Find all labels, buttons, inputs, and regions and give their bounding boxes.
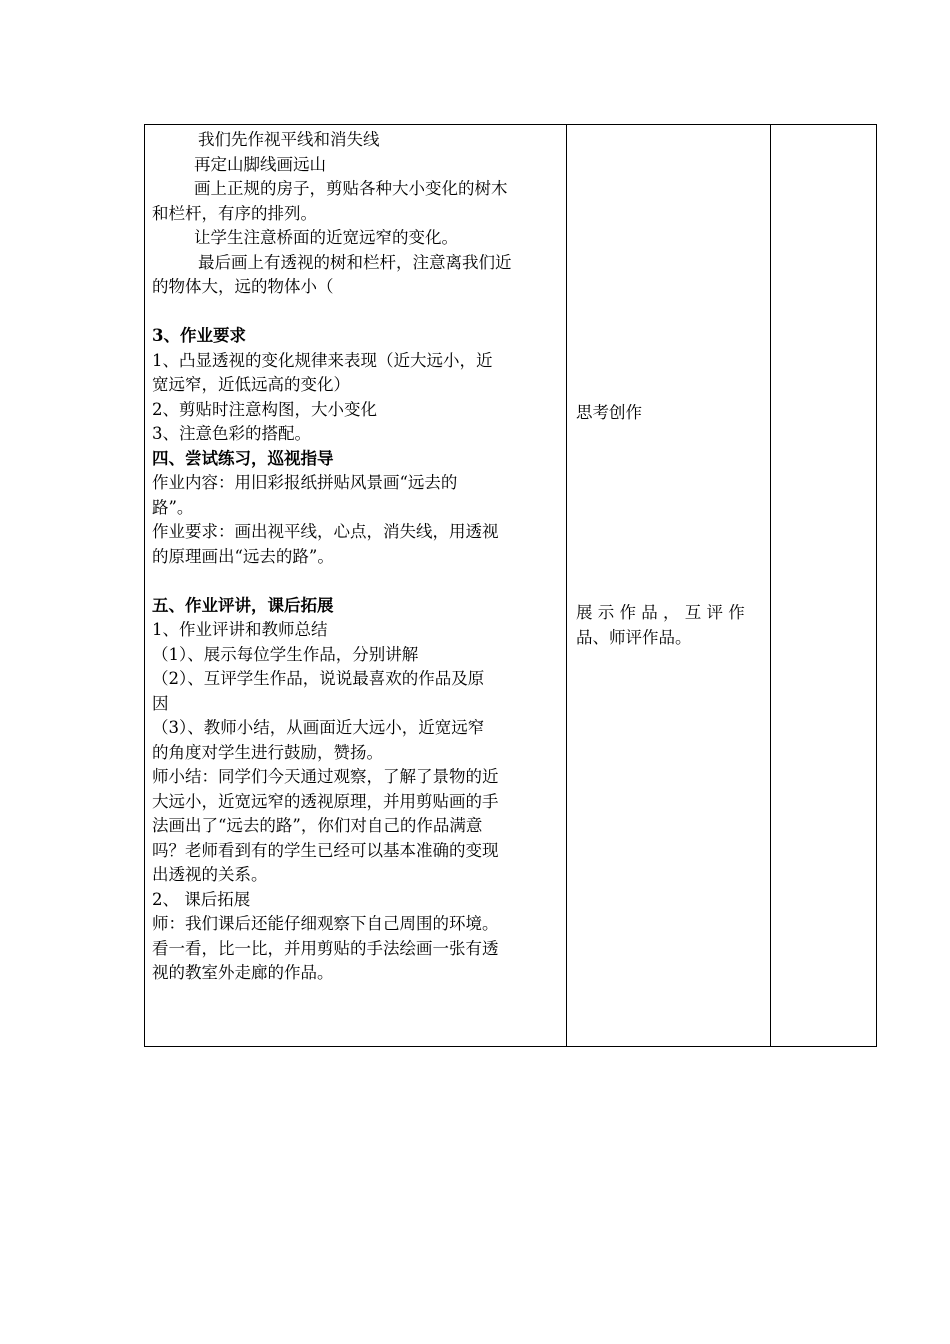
step-line: 画上正规的房子，剪贴各种大小变化的树木 [194, 179, 508, 198]
review-line: 大远小，近宽远窄的透视原理，并用剪贴画的手 [152, 791, 499, 811]
review-line: 1、作业评讲和教师总结 [152, 620, 328, 639]
requirement-line: 2、剪贴时注意构图，大小变化 [152, 399, 377, 419]
review-line: 看一看，比一比，并用剪贴的手法绘画一张有透 [152, 938, 499, 958]
section-heading: 3、作业要求 [152, 326, 246, 345]
practice-line: 的原理画出“远去的路”。 [152, 546, 334, 566]
step-line: 和栏杆，有序的排列。 [152, 203, 317, 223]
review-line: （3）、教师小结，从画面近大远小，近宽远窄 [152, 718, 485, 737]
practice-line: 路”。 [152, 497, 194, 517]
student-activity-show: 展 示 作 品 ， 互 评 作 [576, 603, 745, 622]
lesson-table [144, 124, 877, 1047]
column-divider [566, 125, 567, 1046]
student-activity-think: 思考创作 [576, 403, 642, 422]
step-line: 最后画上有透视的树和栏杆，注意离我们近 [198, 252, 512, 272]
requirement-line: 3、注意色彩的搭配。 [152, 424, 311, 443]
review-line: （1）、展示每位学生作品，分别讲解 [152, 644, 419, 664]
step-line: 让学生注意桥面的近宽远窄的变化。 [194, 228, 458, 247]
review-line: 师小结：同学们今天通过观察，了解了景物的近 [152, 767, 499, 786]
review-line: 师：我们课后还能仔细观察下自己周围的环境。 [152, 914, 499, 933]
student-activity-show: 品、师评作品。 [576, 627, 692, 647]
review-line: 吗？老师看到有的学生已经可以基本准确的变现 [152, 840, 499, 860]
review-line: 法画出了“远去的路”，你们对自己的作品满意 [152, 816, 483, 835]
review-line: 的角度对学生进行鼓励，赞扬。 [152, 742, 383, 762]
step-line: 的物体大，远的物体小（ [152, 277, 334, 296]
student-activity-cell [576, 601, 762, 650]
section-heading: 五、作业评讲，课后拓展 [152, 595, 334, 615]
review-line: （2）、互评学生作品，说说最喜欢的作品及原 [152, 669, 485, 688]
step-line: 再定山脚线画远山 [194, 154, 326, 174]
review-line: 出透视的关系。 [152, 865, 268, 884]
review-line: 视的教室外走廊的作品。 [152, 963, 334, 982]
practice-line: 作业要求：画出视平线，心点，消失线，用透视 [152, 522, 499, 541]
section-heading: 四、尝试练习，巡视指导 [152, 448, 334, 468]
practice-line: 作业内容：用旧彩报纸拼贴风景画“远去的 [152, 473, 458, 492]
review-line: 因 [152, 693, 169, 713]
review-line: 2、 课后拓展 [152, 889, 251, 909]
student-activity-cell [576, 401, 766, 426]
requirement-line: 宽远窄，近低远高的变化） [152, 375, 350, 394]
column-divider [770, 125, 771, 1046]
requirement-line: 1、凸显透视的变化规律来表现（近大远小，近 [152, 350, 493, 370]
teacher-activity-cell [152, 128, 560, 986]
step-line: 我们先作视平线和消失线 [198, 130, 380, 149]
